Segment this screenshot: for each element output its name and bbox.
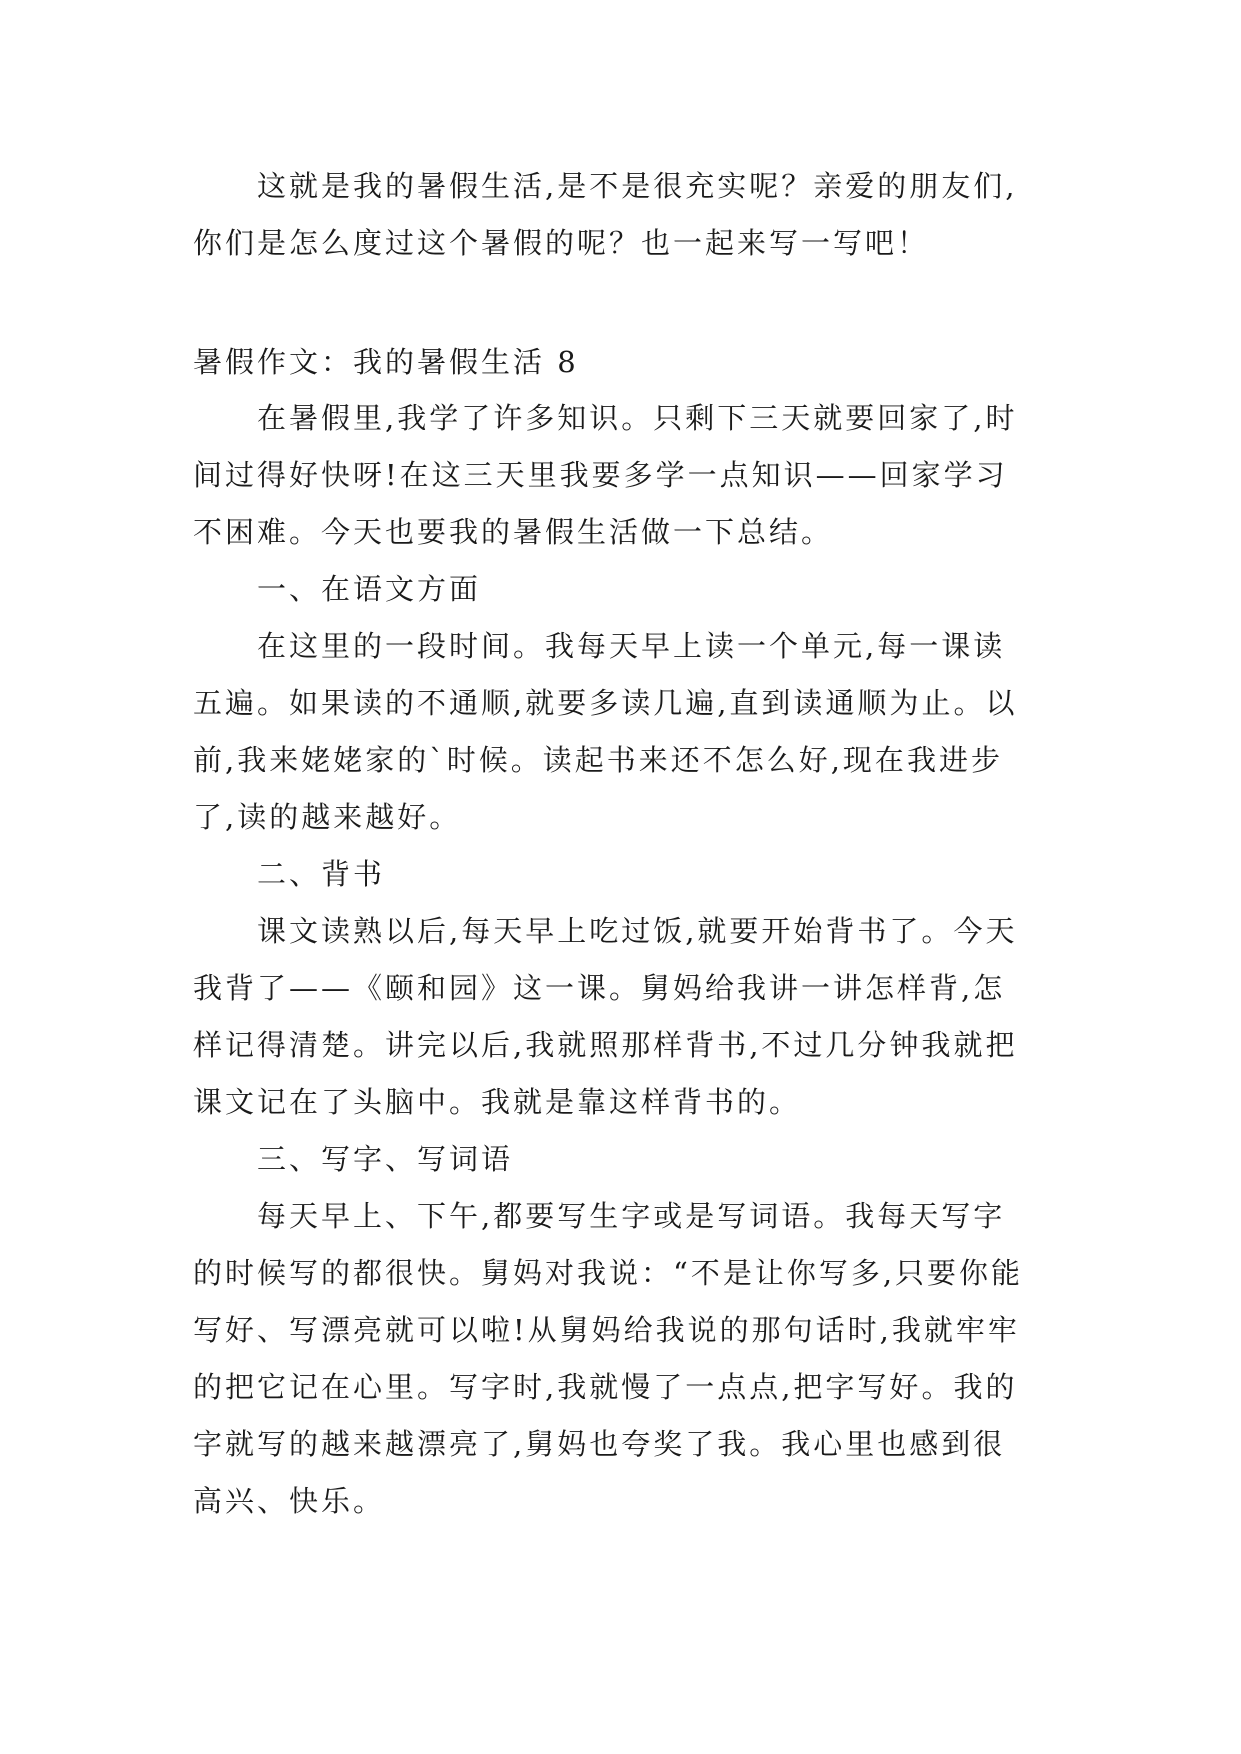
paragraph-line: 五遍。如果读的不通顺,就要多读几遍,直到读通顺为止。以 (193, 686, 1018, 720)
paragraph-line: 每天早上、下午,都要写生字或是写词语。我每天写字 (257, 1199, 1006, 1233)
subheading: 二、背书 (257, 857, 386, 891)
paragraph-line: 不困难。今天也要我的暑假生活做一下总结。 (193, 515, 834, 549)
subheading: 三、写字、写词语 (257, 1142, 514, 1176)
paragraph-line: 课文记在了头脑中。我就是靠这样背书的。 (193, 1085, 802, 1119)
subheading: 一、在语文方面 (257, 572, 482, 606)
paragraph-line: 这就是我的暑假生活,是不是很充实呢？亲爱的朋友们, (257, 169, 1018, 203)
paragraph-line: 样记得清楚。讲完以后,我就照那样背书,不过几分钟我就把 (193, 1028, 1018, 1062)
section-title: 暑假作文：我的暑假生活 8 (193, 345, 579, 379)
paragraph-line: 我背了——《颐和园》这一课。舅妈给我讲一讲怎样背,怎 (193, 971, 1006, 1005)
paragraph-line: 间过得好快呀!在这三天里我要多学一点知识——回家学习 (193, 458, 1008, 492)
paragraph-line: 字就写的越来越漂亮了,舅妈也夸奖了我。我心里也感到很 (193, 1427, 1006, 1461)
paragraph-line: 前,我来姥姥家的`时候。读起书来还不怎么好,现在我进步 (193, 743, 1003, 777)
paragraph-line: 你们是怎么度过这个暑假的呢？也一起来写一写吧！ (193, 226, 930, 260)
paragraph-line: 在这里的一段时间。我每天早上读一个单元,每一课读 (257, 629, 1006, 663)
paragraph-line: 在暑假里,我学了许多知识。只剩下三天就要回家了,时 (257, 401, 1018, 435)
paragraph-line: 写好、写漂亮就可以啦!从舅妈给我说的那句话时,我就牢牢 (193, 1313, 1020, 1347)
paragraph-line: 课文读熟以后,每天早上吃过饭,就要开始背书了。今天 (257, 914, 1018, 948)
paragraph-line: 了,读的越来越好。 (193, 800, 462, 834)
paragraph-line: 的时候写的都很快。舅妈对我说：“不是让你写多,只要你能 (193, 1256, 1024, 1290)
paragraph-line: 高兴、快乐。 (193, 1484, 386, 1518)
paragraph-line: 的把它记在心里。写字时,我就慢了一点点,把字写好。我的 (193, 1370, 1018, 1404)
